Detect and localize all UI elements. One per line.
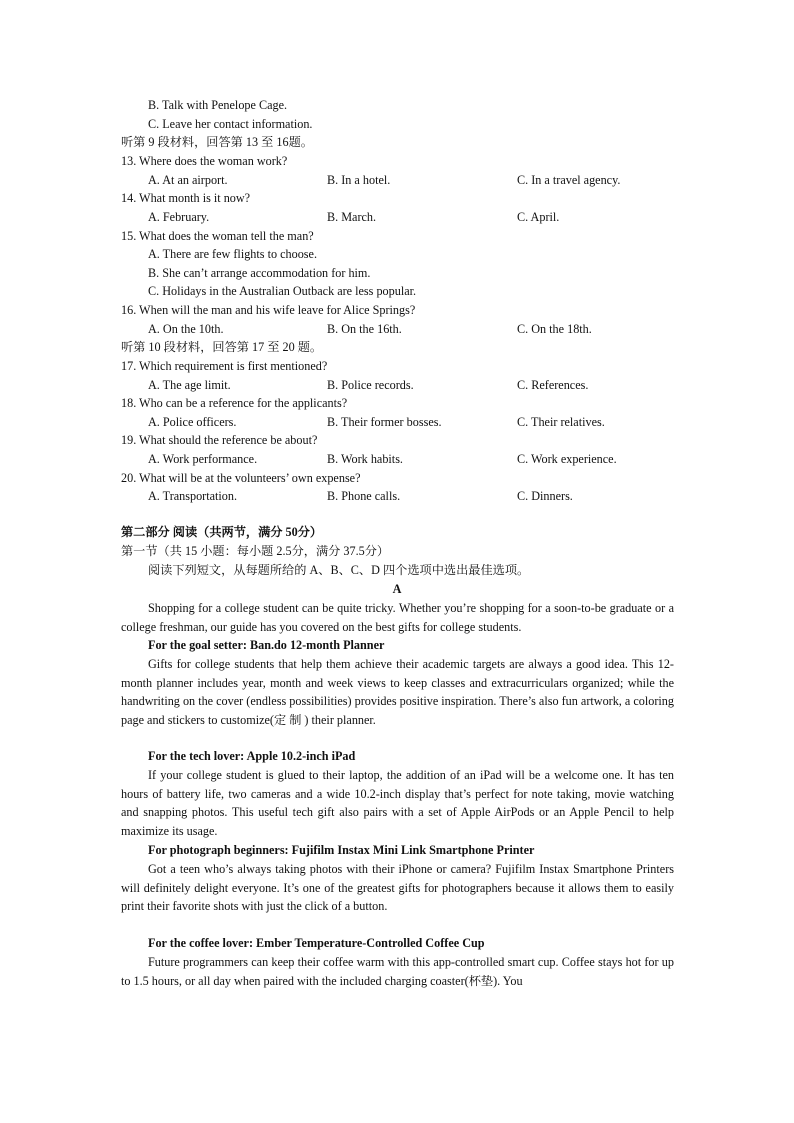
q20-stem: 20. What will be at the volunteers’ own expense?	[121, 471, 361, 485]
heading-tech-lover: For the tech lover: Apple 10.2-inch iPad	[148, 749, 356, 763]
reading-instruction: 阅读下列短文，从每题所给的 A、B、C、D 四个选项中选出最佳选项。	[148, 563, 530, 577]
q18-option-b: B. Their former bosses.	[327, 415, 442, 429]
q19-option-b: B. Work habits.	[327, 452, 403, 466]
q14-option-c: C. April.	[517, 210, 560, 224]
q17-stem: 17. Which requirement is first mentioned?	[121, 359, 328, 373]
heading-photograph-beginners: For photograph beginners: Fujifilm Instax Mini Link Smartphone Printer	[148, 843, 535, 857]
q15-option-a: A. There are few flights to choose.	[148, 247, 317, 261]
q17-option-a: A. The age limit.	[148, 378, 231, 392]
q19-option-c: C. Work experience.	[517, 452, 617, 466]
section9-header: 听第 9 段材料，回答第 13 至 16题。	[121, 135, 313, 149]
section10-header: 听第 10 段材料，回答第 17 至 20 题。	[121, 340, 323, 354]
q14-option-b: B. March.	[327, 210, 377, 224]
prev-option-b: B. Talk with Penelope Cage.	[148, 98, 288, 112]
q17-option-c: C. References.	[517, 378, 589, 392]
prev-option-c: C. Leave her contact information.	[148, 117, 313, 131]
q18-option-a: A. Police officers.	[148, 415, 237, 429]
q13-option-a: A. At an airport.	[148, 173, 228, 187]
q19-stem: 19. What should the reference be about?	[121, 433, 318, 447]
q19-option-a: A. Work performance.	[148, 452, 258, 466]
paragraph-photograph-beginners: Got a teen who’s always taking photos with their iPhone or camera? Fujifilm Instax Smartphone Printers will definitely delight everyone. It’s one of the greatest gifts for photographers because it allows them to easily print their favorite shots with just the click of a button.	[121, 862, 674, 914]
q16-stem: 16. When will the man and his wife leave for Alice Springs?	[121, 303, 416, 317]
heading-coffee-lover: For the coffee lover: Ember Temperature-Controlled Coffee Cup	[148, 936, 485, 950]
part-title: 第二部分 阅读（共两节，满分 50分）	[121, 525, 323, 539]
passage-intro: Shopping for a college student can be quite tricky. Whether you’re shopping for a soon-to-be graduate or a college freshman, our guide has you covered on the best gifts for college students.	[121, 601, 674, 634]
paragraph-tech-lover: If your college student is glued to their laptop, the addition of an iPad will be a welcome one. It has ten hours of battery life, two cameras and a wide 10.2-inch display that’s perfect for note taking, movie watching and snapping photos. This useful tech gift also pairs with a set of Apple AirPods or an Apple Pencil to help maximize its usage.	[121, 768, 674, 838]
paragraph-goal-setter: Gifts for college students that help them achieve their academic targets are always a good idea. This 12-month planner includes year, month and week views to keep classes and extracurriculars organized; while the handwriting on the cover (endless possibilities) provides positive inspiration. There’s also fun artwork, a coloring page and stickers to customize(定 制 ) their planner.	[121, 657, 674, 727]
q16-option-c: C. On the 18th.	[517, 322, 592, 336]
q15-stem: 15. What does the woman tell the man?	[121, 229, 314, 243]
q15-option-b: B. She can’t arrange accommodation for him.	[148, 266, 371, 280]
heading-goal-setter: For the goal setter: Ban.do 12-month Planner	[148, 638, 385, 652]
q14-option-a: A. February.	[148, 210, 210, 224]
q20-option-b: B. Phone calls.	[327, 489, 401, 503]
q20-option-a: A. Transportation.	[148, 489, 238, 503]
q13-stem: 13. Where does the woman work?	[121, 154, 288, 168]
q17-option-b: B. Police records.	[327, 378, 414, 392]
q18-option-c: C. Their relatives.	[517, 415, 605, 429]
q13-option-b: B. In a hotel.	[327, 173, 391, 187]
q15-option-c: C. Holidays in the Australian Outback are less popular.	[148, 284, 417, 298]
paragraph-coffee-lover: Future programmers can keep their coffee warm with this app-controlled smart cup. Coffee stays hot for up to 1.5 hours, or all day when paired with the included charging coaster(杯垫). You	[121, 955, 674, 988]
q18-stem: 18. Who can be a reference for the applicants?	[121, 396, 348, 410]
q14-stem: 14. What month is it now?	[121, 191, 251, 205]
q13-option-c: C. In a travel agency.	[517, 173, 621, 187]
section-title: 第一节（共 15 小题：每小题 2.5分，满分 37.5分）	[121, 544, 390, 558]
q20-option-c: C. Dinners.	[517, 489, 573, 503]
q16-option-b: B. On the 16th.	[327, 322, 402, 336]
q16-option-a: A. On the 10th.	[148, 322, 224, 336]
passage-letter: A	[392, 582, 402, 596]
